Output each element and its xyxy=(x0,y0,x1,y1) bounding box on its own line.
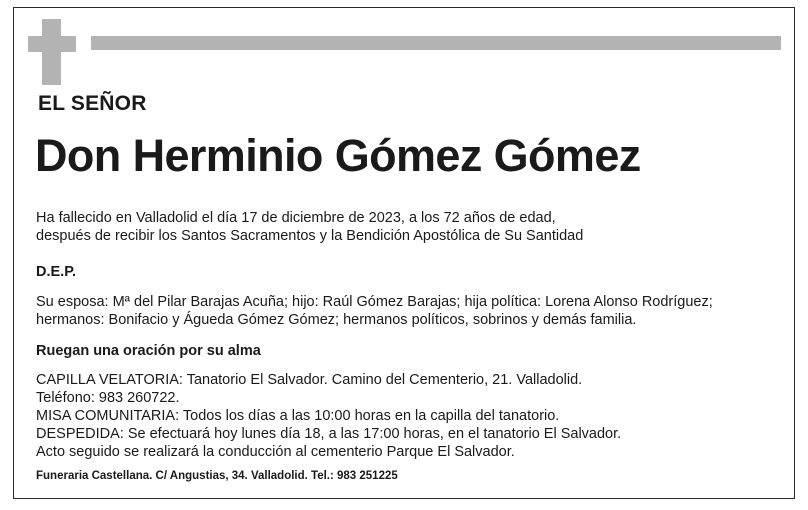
details-line: MISA COMUNITARIA: Todos los días a las 10:00 horas en la capilla del tanatorio. xyxy=(36,408,560,424)
funeral-home-footer: Funeraria Castellana. C/ Angustias, 34. Valladolid. Tel.: 983 251225 xyxy=(36,470,398,482)
deceased-name: Don Herminio Gómez Gómez xyxy=(35,130,641,181)
dep-label: D.E.P. xyxy=(36,264,77,280)
prayer-request: Ruegan una oración por su alma xyxy=(36,343,261,359)
announcement-line: Ha fallecido en Valladolid el día 17 de diciembre de 2023, a los 72 años de edad, xyxy=(36,210,556,226)
details-line: DESPEDIDA: Se efectuará hoy lunes día 18, a las 17:00 horas, en el tanatorio El Salvador. xyxy=(36,426,622,442)
honorific: EL SEÑOR xyxy=(38,92,147,115)
service-details xyxy=(36,371,621,461)
announcement-line: después de recibir los Santos Sacramentos y la Bendición Apostólica de Su Santidad xyxy=(36,228,584,244)
family-line: hermanos: Bonifacio y Águeda Gómez Gómez; hermanos políticos, sobrinos y demás familia. xyxy=(36,312,637,328)
details-line: CAPILLA VELATORIA: Tanatorio El Salvador. Camino del Cementerio, 21. Valladolid. xyxy=(36,372,583,388)
header-bar xyxy=(91,36,781,50)
family-line: Su esposa: Mª del Pilar Barajas Acuña; hijo: Raúl Gómez Barajas; hija política: Lorena Alonso Rodríguez; xyxy=(36,294,713,310)
details-line: Acto seguido se realizará la conducción al cementerio Parque El Salvador. xyxy=(36,444,515,460)
details-line: Teléfono: 983 260722. xyxy=(36,390,180,406)
announcement xyxy=(36,209,583,245)
family-list xyxy=(36,293,713,329)
cross-icon xyxy=(28,19,76,85)
